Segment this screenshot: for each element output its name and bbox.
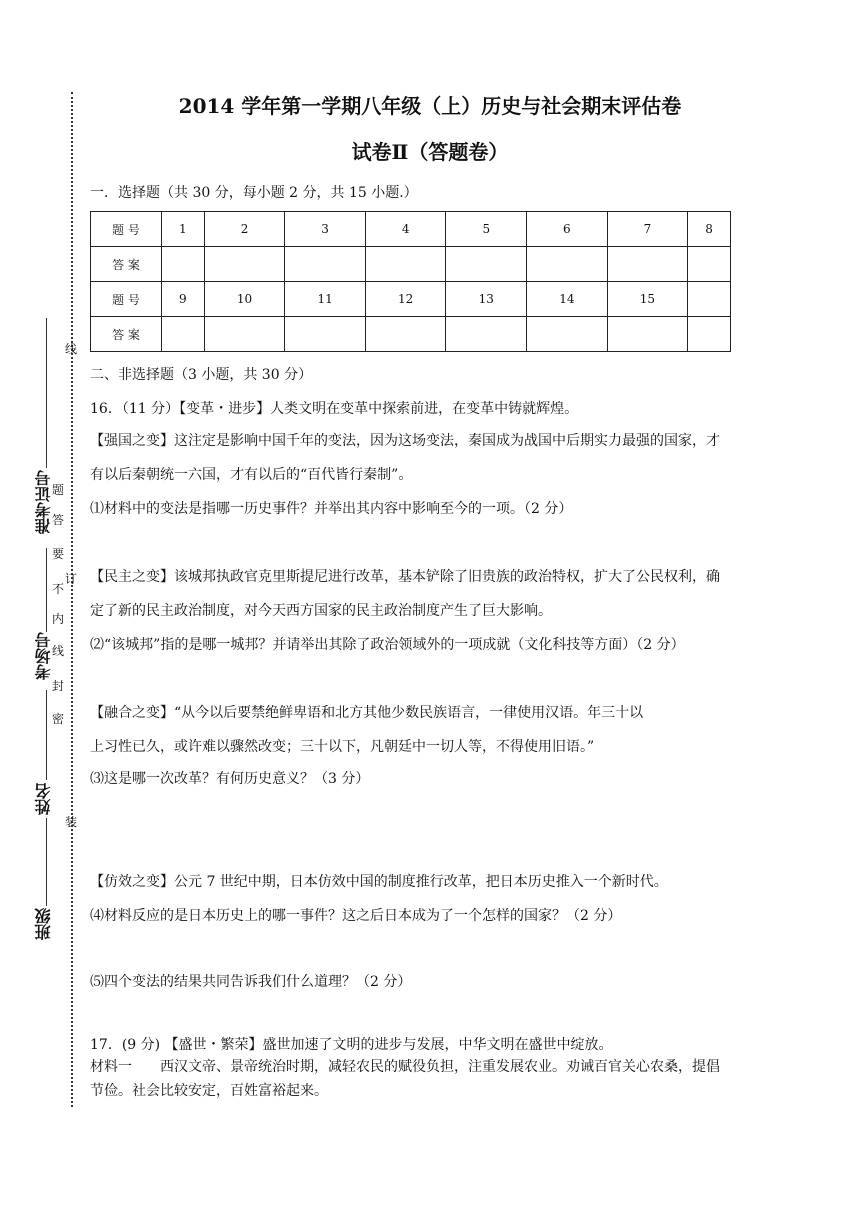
binding-char: 不 bbox=[51, 582, 64, 596]
page-subtitle: 试卷Ⅱ（答题卷） bbox=[351, 140, 509, 164]
q16-material3-line1: 【融合之变】“从今以后要禁绝鲜卑语和北方其他少数民族语言，一律使用汉语。年三十以 bbox=[90, 705, 644, 721]
binding-char: 答 bbox=[51, 513, 64, 527]
table-row bbox=[91, 282, 731, 317]
answer-cell[interactable] bbox=[446, 317, 527, 352]
exam-room-label: 考场号 bbox=[34, 632, 53, 680]
table-row bbox=[91, 317, 731, 352]
class-label: 班级 bbox=[34, 908, 53, 940]
name-label: 姓名 bbox=[34, 783, 53, 815]
answer-table bbox=[90, 211, 731, 352]
answer-cell[interactable] bbox=[527, 317, 608, 352]
binding-char: 线 bbox=[51, 644, 64, 658]
answer-cell[interactable] bbox=[365, 317, 446, 352]
table-row bbox=[91, 212, 731, 247]
binding-char: 订 bbox=[64, 572, 77, 586]
q16-question1: ⑴材料中的变法是指哪一历史事件？并举出其内容中影响至今的一项。（2 分） bbox=[90, 501, 573, 517]
question-number-cell: 8 bbox=[688, 212, 731, 247]
row-label: 题 号 bbox=[91, 282, 162, 317]
answer-cell[interactable] bbox=[204, 317, 285, 352]
q16-question3: ⑶这是哪一次改革？有何历史意义？（3 分） bbox=[90, 771, 370, 787]
answer-cell[interactable] bbox=[688, 317, 731, 352]
row-label: 答 案 bbox=[91, 247, 162, 282]
answer-cell[interactable] bbox=[607, 317, 688, 352]
q16-material2-line1: 【民主之变】该城邦执政官克里斯提尼进行改革，基本铲除了旧贵族的政治特权，扩大了公民权利，确 bbox=[90, 569, 720, 585]
q16-intro: 16．（11 分）【变革・进步】人类文明在变革中探索前进，在变革中铸就辉煌。 bbox=[90, 401, 579, 417]
binding-char: 内 bbox=[51, 612, 64, 626]
question-number-cell: 11 bbox=[285, 282, 366, 317]
q16-material1-line2: 有以后秦朝统一六国，才有以后的“百代皆行秦制”。 bbox=[90, 467, 413, 483]
question-number-cell: 9 bbox=[162, 282, 205, 317]
q16-question4: ⑷材料反应的是日本历史上的哪一事件？这之后日本成为了一个怎样的国家？（2 分） bbox=[90, 908, 622, 924]
table-row bbox=[91, 247, 731, 282]
binding-char: 封 bbox=[51, 679, 64, 693]
section1-heading: 一．选择题（共 30 分，每小题 2 分，共 15 小题.） bbox=[90, 185, 418, 201]
question-number-cell: 5 bbox=[446, 212, 527, 247]
question-number-cell: 2 bbox=[204, 212, 285, 247]
class-line[interactable] bbox=[46, 818, 47, 906]
question-number-cell: 4 bbox=[365, 212, 446, 247]
answer-cell[interactable] bbox=[162, 317, 205, 352]
q16-material3-line2: 上习性已久，或许难以骤然改变；三十以下，凡朝廷中一切人等，不得使用旧语。” bbox=[90, 739, 595, 755]
binding-char: 线 bbox=[64, 342, 77, 356]
q16-material1-line1: 【强国之变】这注定是影响中国千年的变法，因为这场变法，秦国成为战国中后期实力最强的国家，才 bbox=[90, 433, 720, 449]
q16-question5: ⑸四个变法的结果共同告诉我们什么道理？（2 分） bbox=[90, 974, 412, 990]
binding-char: 装 bbox=[64, 815, 77, 829]
answer-cell[interactable] bbox=[607, 247, 688, 282]
page-title: 2014 学年第一学期八年级（上）历史与社会期末评估卷 bbox=[178, 94, 682, 118]
question-number-cell bbox=[688, 282, 731, 317]
binding-char: 密 bbox=[51, 712, 64, 726]
q16-question2: ⑵“该城邦”指的是哪一城邦？并请举出其除了政治领域外的一项成就（文化科技等方面）（2 分） bbox=[90, 637, 685, 653]
name-line[interactable] bbox=[46, 690, 47, 780]
question-number-cell: 10 bbox=[204, 282, 285, 317]
question-number-cell: 3 bbox=[285, 212, 366, 247]
question-number-cell: 13 bbox=[446, 282, 527, 317]
q16-material2-line2: 定了新的民主政治制度，对今天西方国家的民主政治制度产生了巨大影响。 bbox=[90, 603, 552, 619]
answer-cell[interactable] bbox=[688, 247, 731, 282]
q16-material4-line1: 【仿效之变】公元 7 世纪中期，日本仿效中国的制度推行改革，把日本历史推入一个新时代。 bbox=[90, 874, 668, 890]
question-number-cell: 12 bbox=[365, 282, 446, 317]
binding-char: 题 bbox=[51, 483, 64, 497]
question-number-cell: 6 bbox=[527, 212, 608, 247]
binding-char: 要 bbox=[51, 547, 64, 561]
row-label: 答 案 bbox=[91, 317, 162, 352]
q17-material1-line1: 材料一 西汉文帝、景帝统治时期，减轻农民的赋役负担，注重发展农业。劝诫百官关心农桑，提倡 bbox=[90, 1059, 720, 1075]
answer-cell[interactable] bbox=[527, 247, 608, 282]
answer-cell[interactable] bbox=[204, 247, 285, 282]
question-number-cell: 14 bbox=[527, 282, 608, 317]
answer-cell[interactable] bbox=[285, 247, 366, 282]
section2-heading: 二、非选择题（3 小题，共 30 分） bbox=[90, 367, 313, 383]
question-number-cell: 7 bbox=[607, 212, 688, 247]
binding-dotted-line bbox=[71, 92, 73, 1107]
question-number-cell: 15 bbox=[607, 282, 688, 317]
answer-cell[interactable] bbox=[285, 317, 366, 352]
exam-number-label: 准考证号 bbox=[34, 470, 53, 534]
row-label: 题 号 bbox=[91, 212, 162, 247]
question-number-cell: 1 bbox=[162, 212, 205, 247]
answer-cell[interactable] bbox=[446, 247, 527, 282]
q17-intro: 17．(9 分) 【盛世・繁荣】盛世加速了文明的进步与发展，中华文明在盛世中绽放。 bbox=[90, 1037, 613, 1053]
exam-number-line[interactable] bbox=[46, 318, 47, 468]
q17-material1-line2: 节俭。社会比较安定，百姓富裕起来。 bbox=[90, 1083, 328, 1099]
exam-room-line[interactable] bbox=[46, 548, 47, 632]
answer-cell[interactable] bbox=[365, 247, 446, 282]
answer-cell[interactable] bbox=[162, 247, 205, 282]
